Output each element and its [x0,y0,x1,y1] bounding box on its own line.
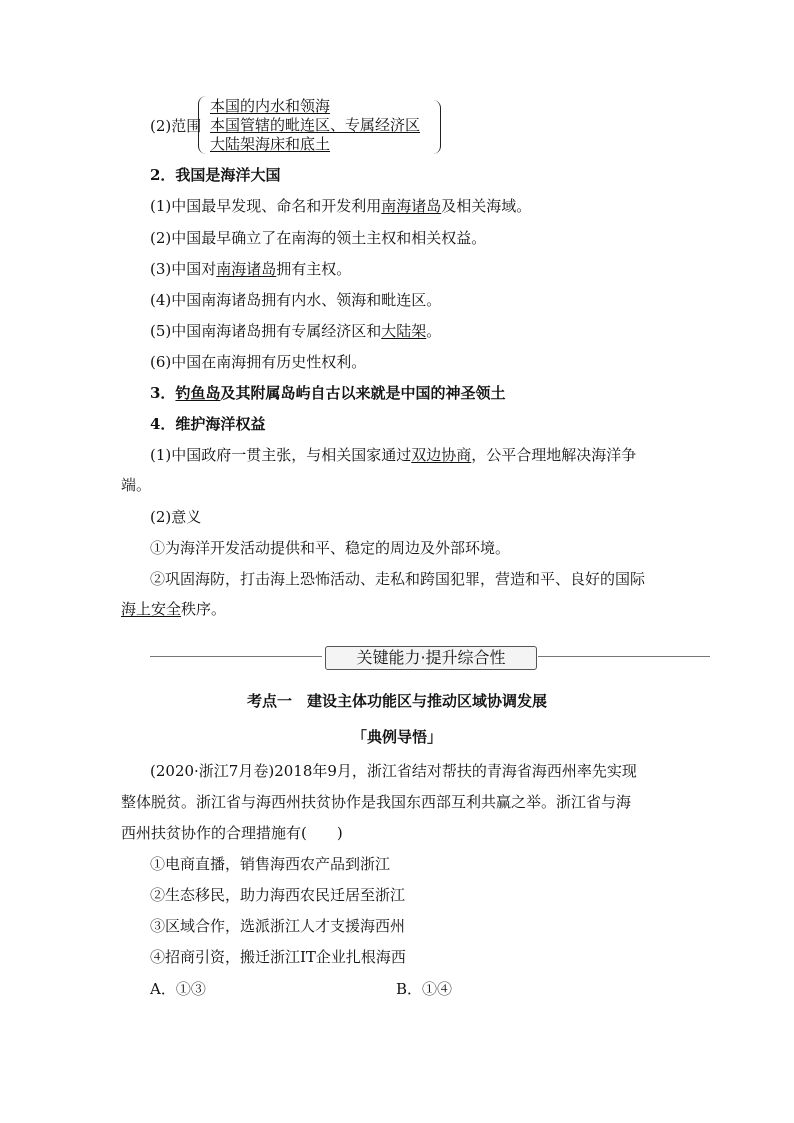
question-line-1: (2020·浙江7月卷)2018年9月，浙江省结对帮扶的青海省海西州率先实现 [150,762,637,780]
question-option-4: ④招商引资，搬迁浙江IT企业扎根海西 [150,948,406,966]
left-brace [198,96,207,154]
range-label: (2)范围 [150,117,202,135]
s2-line-4: (4)中国南海诸岛拥有内水、领海和毗连区。 [150,291,442,309]
answer-choice-a: A．①③ [150,980,206,998]
example-guide-heading: 「典例导悟」 [351,728,442,746]
question-option-1: ①电商直播，销售海西农产品到浙江 [150,855,391,873]
banner-label: 关键能力·提升综合性 [325,646,537,670]
question-option-3: ③区域合作，选派浙江人才支援海西州 [150,917,406,935]
range-item-3: 大陆架海床和底土 [210,135,331,153]
s2-line-5: (5)中国南海诸岛拥有专属经济区和大陆架。 [150,322,442,340]
answer-choice-b: B．①④ [396,980,453,998]
s2-line-1: (1)中国最早发现、命名和开发利用南海诸岛及相关海域。 [150,197,532,215]
section-banner [150,646,710,668]
s4-line-1-cont: 端。 [121,476,152,494]
s2-line-2: (2)中国最早确立了在南海的领土主权和相关权益。 [150,229,487,247]
s2-line-3: (3)中国对南海诸岛拥有主权。 [150,260,352,278]
question-line-3: 西州扶贫协作的合理措施有( ) [121,824,343,842]
s4-line-3: ①为海洋开发活动提供和平、稳定的周边及外部环境。 [150,539,511,557]
s4-line-5: 海上安全秩序。 [121,600,227,618]
section-3: 3．钓鱼岛及其附属岛屿自古以来就是中国的神圣领土 [150,384,506,402]
topic-heading: 考点一 建设主体功能区与推动区域协调发展 [246,692,547,710]
section-2-title: 2．我国是海洋大国 [150,166,281,184]
right-brace [432,100,441,154]
section-4-title: 4．维护海洋权益 [150,415,266,433]
range-item-2: 本国管辖的毗连区、专属经济区 [210,116,421,134]
s4-line-2: (2)意义 [150,508,202,526]
question-line-2: 整体脱贫。浙江省与海西州扶贫协作是我国东西部互利共赢之举。浙江省与海 [121,793,632,811]
s4-line-1: (1)中国政府一贯主张，与相关国家通过双边协商，公平合理地解决海洋争 [150,446,637,464]
banner-rule-left [150,656,322,657]
question-option-2: ②生态移民，助力海西农民迁居至浙江 [150,886,406,904]
s4-line-4: ②巩固海防，打击海上恐怖活动、走私和跨国犯罪，营造和平、良好的国际 [150,570,646,588]
range-item-1: 本国的内水和领海 [210,97,331,115]
banner-rule-right [538,656,710,657]
s2-line-6: (6)中国在南海拥有历史性权利。 [150,353,367,371]
